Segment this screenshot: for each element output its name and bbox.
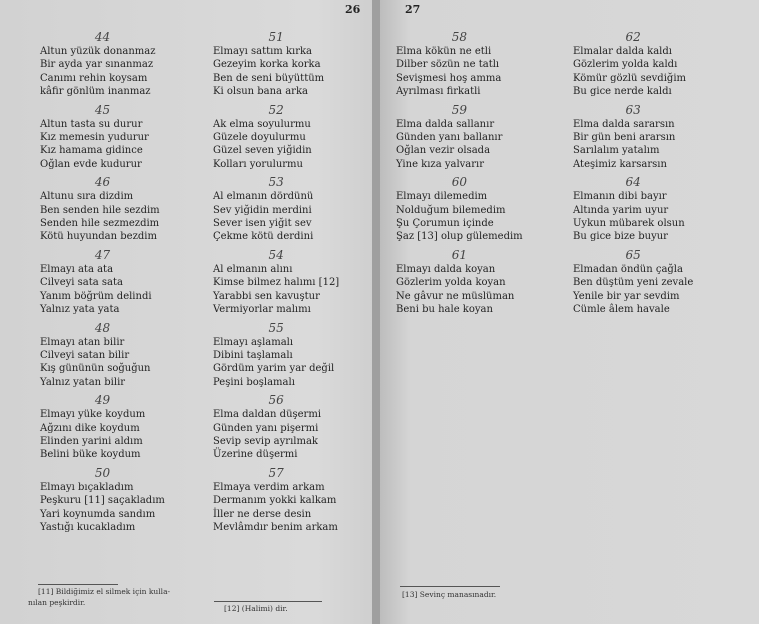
book-gutter	[372, 0, 380, 624]
poem-line: Bir ayda yar sınanmaz	[40, 59, 154, 71]
poem-line: Gezeyim korka korka	[213, 59, 321, 71]
poem-line: Peşini boşlamalı	[213, 376, 295, 388]
poem-line: Elmaya verdim arkam	[213, 481, 325, 493]
poem-number: 54	[268, 247, 284, 262]
poem-line: Sev yiğidin merdini	[213, 204, 312, 216]
poem-line: Altunu sıra dizdim	[40, 191, 134, 203]
poem-stanza	[213, 465, 339, 535]
poem-line: Yalnız yata yata	[40, 304, 120, 316]
poem-line: Altında yarim uyur	[573, 204, 669, 216]
poem-line: Dermanım yokki kalkam	[213, 495, 337, 507]
poem-stanza	[573, 174, 693, 244]
poem-stanza	[573, 247, 693, 317]
footnote-rule	[400, 586, 500, 587]
page-number: 26	[345, 3, 361, 16]
poem-line: Bu gice nerde kaldı	[573, 86, 672, 98]
footnote-13: [13] Sevinç manasınadır.	[402, 590, 497, 599]
poem-line: Yanım böğrüm delindi	[40, 290, 152, 302]
poem-stanza	[213, 174, 339, 244]
poem-number: 45	[94, 102, 111, 117]
poem-number: 53	[268, 175, 284, 190]
poem-number: 59	[451, 102, 467, 117]
poem-line: Elmayı ata ata	[40, 263, 114, 275]
poem-line: Peşkuru [11] saçakladım	[40, 495, 165, 507]
poem-line: Elma daldan düşermi	[213, 409, 322, 421]
poem-line: Kış gününün soğuğun	[40, 363, 151, 375]
poem-line: Vermiyorlar malımı	[213, 304, 311, 316]
poem-line: Kimse bilmez halımı [12]	[213, 277, 340, 289]
poem-line: Elmanın dibi bayır	[573, 191, 667, 203]
poem-line: Ben de seni büyüttüm	[213, 72, 325, 84]
poem-line: Elmayı sattım kırka	[213, 46, 313, 57]
poem-stanza	[40, 174, 165, 244]
poem-stanza	[213, 392, 339, 462]
poem-line: Yarabbi sen kavuştur	[213, 290, 320, 302]
poem-stanza	[213, 29, 339, 99]
poem-number: 55	[268, 320, 284, 335]
poem-line: Kız memesin yudurur	[40, 132, 149, 144]
poem-line: Günden yanı pişermi	[213, 422, 319, 434]
poem-stanza	[213, 247, 339, 317]
poem-line: Elma kökün ne etli	[396, 46, 492, 57]
poem-line: Elmalar dalda kaldı	[573, 46, 672, 57]
poem-line: Senden hile sezmezdim	[40, 218, 160, 230]
poem-number: 44	[94, 30, 111, 44]
poem-line: Yine kıza yalvarır	[396, 158, 485, 170]
footnote-rule	[214, 601, 322, 602]
poem-line: Gözlerim yolda koyan	[396, 277, 506, 289]
poem-line: Dibini taşlamalı	[213, 349, 293, 361]
poem-column-4	[573, 26, 693, 317]
poem-stanza	[573, 29, 693, 99]
poem-stanza	[396, 247, 523, 317]
poem-line: Ben düştüm yeni zevale	[573, 277, 694, 289]
poem-line: Ağzını dike koydum	[40, 422, 140, 434]
poem-line: Yari koynumda sandım	[40, 508, 156, 520]
poem-column-1	[40, 26, 165, 534]
poem-number: 49	[94, 393, 111, 408]
poem-line: İller ne derse desin	[213, 508, 312, 520]
poem-stanza	[40, 102, 165, 172]
page-number: 27	[405, 3, 421, 16]
poem-line: Çekme kötü derdini	[213, 231, 314, 243]
poem-stanza	[213, 102, 339, 172]
poem-line: Elmayı aşlamalı	[213, 336, 294, 348]
poem-stanza	[40, 247, 165, 317]
footnote-11-line2: nılan peşkirdir.	[28, 598, 86, 607]
poem-stanza	[40, 29, 165, 99]
poem-line: Elmayı yüke koydum	[40, 409, 146, 421]
poem-line: Belini büke koydum	[40, 449, 141, 461]
right-page	[380, 0, 759, 624]
poem-line: Canımı rehin koysam	[40, 72, 148, 84]
footnote-11-line1: [11] Bildiğimiz el silmek için kulla-	[38, 587, 171, 596]
poem-line: Kömür gözlü sevdiğim	[573, 72, 686, 84]
poem-line: Güzele doyulurmu	[213, 132, 306, 144]
poem-line: Sarılalım yatalım	[573, 145, 660, 157]
poem-line: Yastığı kucakladım	[40, 521, 136, 533]
poem-line: Oğlan evde kudurur	[40, 158, 142, 170]
poem-line: Uykun mübarek olsun	[573, 218, 685, 230]
poem-line: Güzel seven yiğidin	[213, 145, 312, 157]
poem-stanza	[213, 320, 339, 390]
poem-line: Ki olsun bana arka	[213, 86, 308, 98]
poem-line: Yalnız yatan bilir	[40, 376, 126, 388]
poem-stanza	[396, 29, 523, 99]
poem-line: Cümle âlem havale	[573, 304, 670, 316]
poem-number: 57	[268, 465, 284, 480]
poem-number: 61	[451, 247, 467, 262]
footnote-rule	[38, 584, 118, 585]
poem-line: Elmayı dalda koyan	[396, 263, 496, 275]
poem-line: Üzerine düşermi	[213, 449, 298, 461]
left-page	[0, 0, 372, 624]
poem-line: Gördüm yarim yar değil	[213, 363, 335, 375]
poem-line: Al elmanın dördünü	[213, 191, 314, 203]
poem-number: 56	[268, 393, 284, 408]
poem-line: Şu Çorumun içinde	[396, 218, 494, 230]
poem-line: Gözlerim yolda kaldı	[573, 59, 678, 71]
poem-line: Ak elma soyulurmu	[213, 118, 311, 130]
poem-number: 58	[451, 30, 467, 44]
poem-number: 65	[625, 247, 641, 262]
poem-line: Ateşimiz karsarsın	[573, 158, 667, 170]
poem-line: Altun yüzük donanmaz	[40, 46, 156, 57]
poem-stanza	[573, 102, 693, 172]
poem-line: Altun tasta su durur	[40, 118, 143, 130]
poem-line: Elinden yarini aldım	[40, 435, 143, 447]
poem-line: Sever isen yiğit sev	[213, 218, 312, 230]
poem-stanza	[396, 102, 523, 172]
poem-number: 48	[94, 320, 111, 335]
poem-line: Elmayı dilemedim	[396, 191, 488, 203]
poem-line: Yenile bir yar sevdim	[573, 290, 680, 302]
poem-column-2	[213, 26, 339, 534]
poem-number: 46	[94, 175, 111, 190]
poem-line: Kolları yorulurmu	[213, 158, 303, 170]
poem-number: 51	[268, 30, 284, 44]
poem-line: Elma dalda sallanır	[396, 118, 495, 130]
poem-line: Elma dalda sararsın	[573, 118, 675, 130]
poem-stanza	[40, 392, 165, 462]
poem-line: Kız hamama gidince	[40, 145, 143, 157]
poem-line: Cilveyi sata sata	[40, 277, 123, 289]
poem-number: 52	[268, 102, 284, 117]
poem-line: Kötü huyundan bezdim	[40, 231, 157, 243]
poem-stanza	[40, 320, 165, 390]
poem-number: 63	[625, 102, 641, 117]
poem-stanza	[40, 465, 165, 535]
poem-line: Bu gice bize buyur	[573, 231, 668, 243]
poem-line: Bir gün beni ararsın	[573, 132, 676, 144]
poem-number: 50	[94, 465, 111, 480]
poem-line: Elmayı atan bilir	[40, 336, 125, 348]
poem-number: 64	[625, 175, 641, 190]
poem-line: Günden yanı ballanır	[396, 132, 503, 144]
poem-number: 60	[451, 175, 467, 190]
poem-line: Al elmanın alını	[213, 263, 293, 275]
poem-line: Elmadan öndün çağla	[573, 263, 683, 275]
poem-line: Ne gâvur ne müslüman	[396, 290, 515, 302]
poem-column-3	[396, 26, 523, 317]
poem-line: Dilber sözün ne tatlı	[396, 59, 500, 71]
poem-line: Şaz [13] olup gülemedim	[396, 231, 523, 243]
poem-number: 62	[625, 30, 641, 44]
poem-line: Sevip sevip ayrılmak	[213, 435, 318, 447]
poem-line: Oğlan vezir olsada	[396, 145, 491, 157]
poem-line: Ben senden hile sezdim	[40, 204, 160, 216]
poem-line: Sevişmesi hoş amma	[396, 72, 502, 84]
poem-line: Cilveyi satan bilir	[40, 349, 130, 361]
poem-line: Mevlâmdır benim arkam	[213, 521, 338, 533]
poem-line: Nolduğum bilemedim	[396, 204, 506, 216]
poem-stanza	[396, 174, 523, 244]
poem-line: Elmayı bıçakladım	[40, 481, 134, 493]
poem-line: kâfir gönlüm inanmaz	[40, 86, 151, 98]
poem-number: 47	[94, 247, 111, 262]
footnote-12: [12] (Halimi) dir.	[224, 604, 288, 613]
poem-line: Ayrılması firkatli	[396, 86, 481, 98]
poem-line: Beni bu hale koyan	[396, 304, 493, 316]
